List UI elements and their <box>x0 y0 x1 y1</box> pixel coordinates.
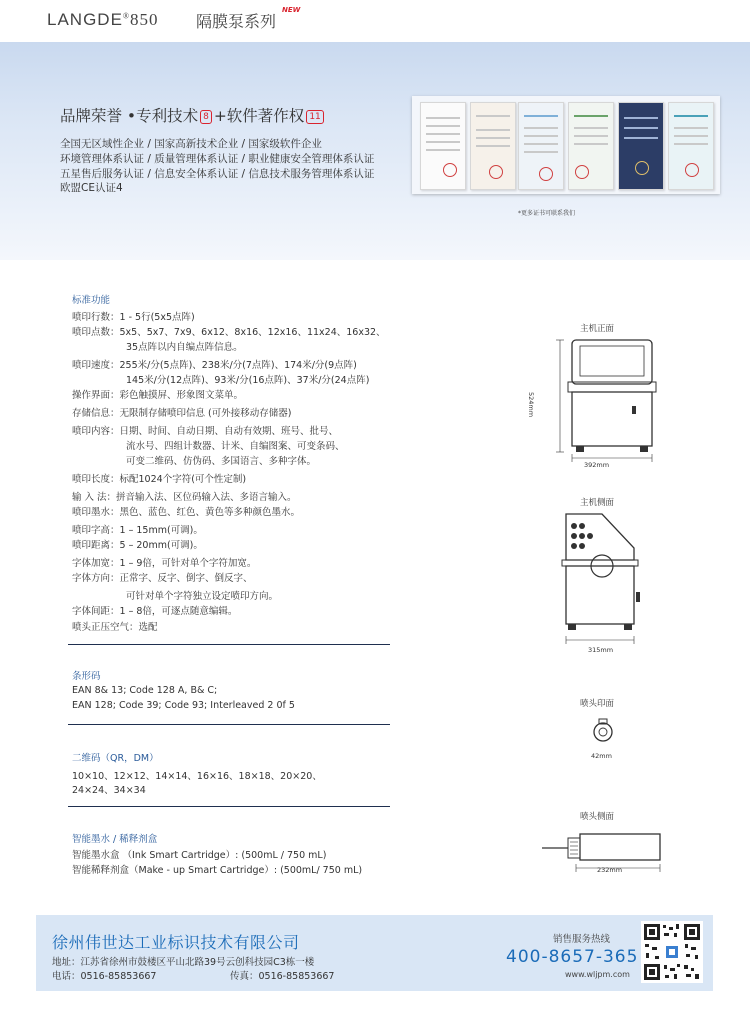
spec-label: 喷印墨水： <box>72 507 120 518</box>
qrcode-line: 24×24、34×34 <box>72 785 146 796</box>
hotline-number[interactable]: 400-8657-365 <box>506 947 639 967</box>
company-name: 徐州伟世达工业标识技术有限公司 <box>52 933 300 952</box>
new-badge: NEW <box>282 6 301 14</box>
brand-name: LANGDE <box>47 10 123 29</box>
section-divider <box>68 644 390 645</box>
spec-value: 1 – 8倍，可逐点随意编辑。 <box>119 606 238 617</box>
nozzle-side-label: 喷头侧面 <box>580 812 615 822</box>
spec-row <box>72 357 357 371</box>
spec-label: 操作界面： <box>72 390 120 401</box>
side-view-label: 主机侧面 <box>580 498 615 508</box>
section-divider <box>68 806 390 807</box>
nozzle-side-dimension: 232mm <box>597 866 623 874</box>
patent-count-badge: 8 <box>200 110 212 124</box>
spec-label: 存储信息： <box>72 408 120 419</box>
front-height-dimension: 524mm <box>527 392 535 418</box>
spec-value: 标配1024个字符(可个性定制) <box>119 474 247 485</box>
spec-value: 1 – 15mm(可调)。 <box>119 525 203 536</box>
brand-logo: LANGDE®850 <box>47 10 159 29</box>
spec-row <box>72 522 203 536</box>
certificate-image <box>420 102 466 190</box>
spec-row <box>72 489 297 503</box>
spec-value: 黑色、蓝色、红色、黄色等多种颜色墨水。 <box>119 507 301 518</box>
spec-row <box>72 423 338 437</box>
cert-line: 欧盟CE认证4 <box>60 182 123 194</box>
spec-value: 5x5、5x7、7x9、6x12、8x16、12x16、11x24、16x32、 <box>119 327 386 338</box>
spec-row <box>72 324 386 338</box>
spec-label: 喷印行数： <box>72 312 120 323</box>
cartridge-line: 智能稀释剂盒（Make - up Smart Cartridge）: (500mL/ 750 mL) <box>72 865 363 876</box>
spec-value: 35点阵以内自编点阵信息。 <box>126 342 243 353</box>
spec-row <box>126 372 369 386</box>
spec-value: 彩色触摸屏、形象图文菜单。 <box>119 390 244 401</box>
spec-row <box>72 619 158 633</box>
title-part2: +软件著作权 <box>213 107 305 125</box>
cartridge-line: 智能墨水盒 （Ink Smart Cartridge）: (500mL / 750 mL) <box>72 850 327 861</box>
barcode-line: EAN 8& 13; Code 128 A, B& C; <box>72 685 218 696</box>
spec-label: 字体间距： <box>72 606 120 617</box>
spec-label: 喷印距离： <box>72 540 120 551</box>
spec-row <box>72 405 291 419</box>
side-view-diagram <box>552 508 648 648</box>
series-title: 隔膜泵系列 <box>196 12 277 31</box>
company-fax: 传真：0516-85853667 <box>230 971 335 982</box>
section-divider <box>68 724 390 725</box>
spec-row <box>126 438 345 452</box>
spec-value: 正常字、反字、倒字、倒反字、 <box>119 573 253 584</box>
nozzle-face-diagram <box>588 715 618 745</box>
spec-label: 输 入 法： <box>72 492 117 503</box>
qrcode-heading: 二维码（QR，DM） <box>72 753 159 764</box>
website-link[interactable]: www.wljpm.com <box>565 970 630 979</box>
banner-title <box>60 104 326 126</box>
qrcode-line: 10×10、12×12、14×14、16×16、18×18、20×20、 <box>72 771 322 782</box>
spec-row <box>72 504 300 518</box>
certificate-image <box>470 102 516 190</box>
copyright-count-badge: 11 <box>306 110 323 124</box>
cartridge-heading: 智能墨水 / 稀释剂盒 <box>72 834 158 845</box>
spec-value: 可变二维码、仿伪码、多国语言、多种字体。 <box>126 456 317 467</box>
barcode-line: EAN 128; Code 39; Code 93; Interleaved 2 0f 5 <box>72 700 295 711</box>
spec-label: 字体方向： <box>72 573 120 584</box>
cert-line: 环境管理体系认证 / 质量管理体系认证 / 职业健康安全管理体系认证 <box>60 153 375 165</box>
spec-row <box>72 471 246 485</box>
spec-value: 日期、时间、自动日期、自动有效期、班号、批号、 <box>119 426 339 437</box>
spec-row <box>72 387 243 401</box>
qr-code-image <box>641 921 703 983</box>
spec-label: 喷印字高： <box>72 525 120 536</box>
nozzle-face-label: 喷头印面 <box>580 699 615 709</box>
certificate-image <box>668 102 714 190</box>
spec-value: 拼音输入法、区位码输入法、多语言输入。 <box>116 492 297 503</box>
spec-row <box>72 555 256 569</box>
company-phone: 电话：0516-85853667 <box>52 971 157 982</box>
certificate-image <box>618 102 664 190</box>
certificate-image <box>518 102 564 190</box>
spec-label: 字体加宽： <box>72 558 120 569</box>
spec-value: 可针对单个字符独立设定喷印方向。 <box>126 591 279 602</box>
spec-row <box>126 588 278 602</box>
barcode-heading: 条形码 <box>72 671 101 682</box>
spec-label: 喷印速度： <box>72 360 120 371</box>
cert-line: 全国无区域性企业 / 国家高新技术企业 / 国家级软件企业 <box>60 138 322 150</box>
spec-value: 255米/分(5点阵)、238米/分(7点阵)、174米/分(9点阵) <box>119 360 357 371</box>
spec-label: 喷印长度： <box>72 474 120 485</box>
spec-row <box>72 570 253 584</box>
spec-row <box>126 339 243 353</box>
certificate-gallery <box>412 96 720 194</box>
spec-label: 喷印内容： <box>72 426 120 437</box>
company-address: 地址：江苏省徐州市鼓楼区平山北路39号云创科技园C3栋一楼 <box>52 957 315 968</box>
spec-value: 流水号、四组计数器、计米、自编图案、可变条码、 <box>126 441 345 452</box>
spec-value: 无限制存储喷印信息 (可外接移动存储器) <box>119 408 292 419</box>
standard-heading: 标准功能 <box>72 295 111 306</box>
certificate-image <box>568 102 614 190</box>
hotline-label: 销售服务热线 <box>553 934 611 945</box>
spec-row <box>72 537 203 551</box>
model-number: 850 <box>130 10 159 29</box>
spec-value: 选配 <box>138 622 158 633</box>
spec-row <box>126 453 316 467</box>
spec-value: 145米/分(12点阵)、93米/分(16点阵)、37米/分(24点阵) <box>126 375 370 386</box>
title-part1: 品牌荣誉 •专利技术 <box>60 107 199 125</box>
spec-row <box>72 309 195 323</box>
side-width-dimension: 315mm <box>588 646 614 654</box>
nozzle-face-dimension: 42mm <box>591 752 612 760</box>
cert-line: 五星售后服务认证 / 信息安全体系认证 / 信息技术服务管理体系认证 <box>60 168 375 180</box>
spec-value: 1 – 9倍，可针对单个字符加宽。 <box>119 558 257 569</box>
spec-value: 1 - 5行(5x5点阵) <box>119 312 195 323</box>
certificate-note: *更多证书可联系我们 <box>518 210 576 217</box>
front-view-diagram <box>540 336 660 466</box>
front-width-dimension: 392mm <box>584 461 610 469</box>
spec-label: 喷头正压空气： <box>72 622 139 633</box>
spec-value: 5 – 20mm(可调)。 <box>119 540 203 551</box>
spec-row <box>72 603 237 617</box>
front-view-label: 主机正面 <box>580 324 615 334</box>
spec-label: 喷印点数： <box>72 327 120 338</box>
